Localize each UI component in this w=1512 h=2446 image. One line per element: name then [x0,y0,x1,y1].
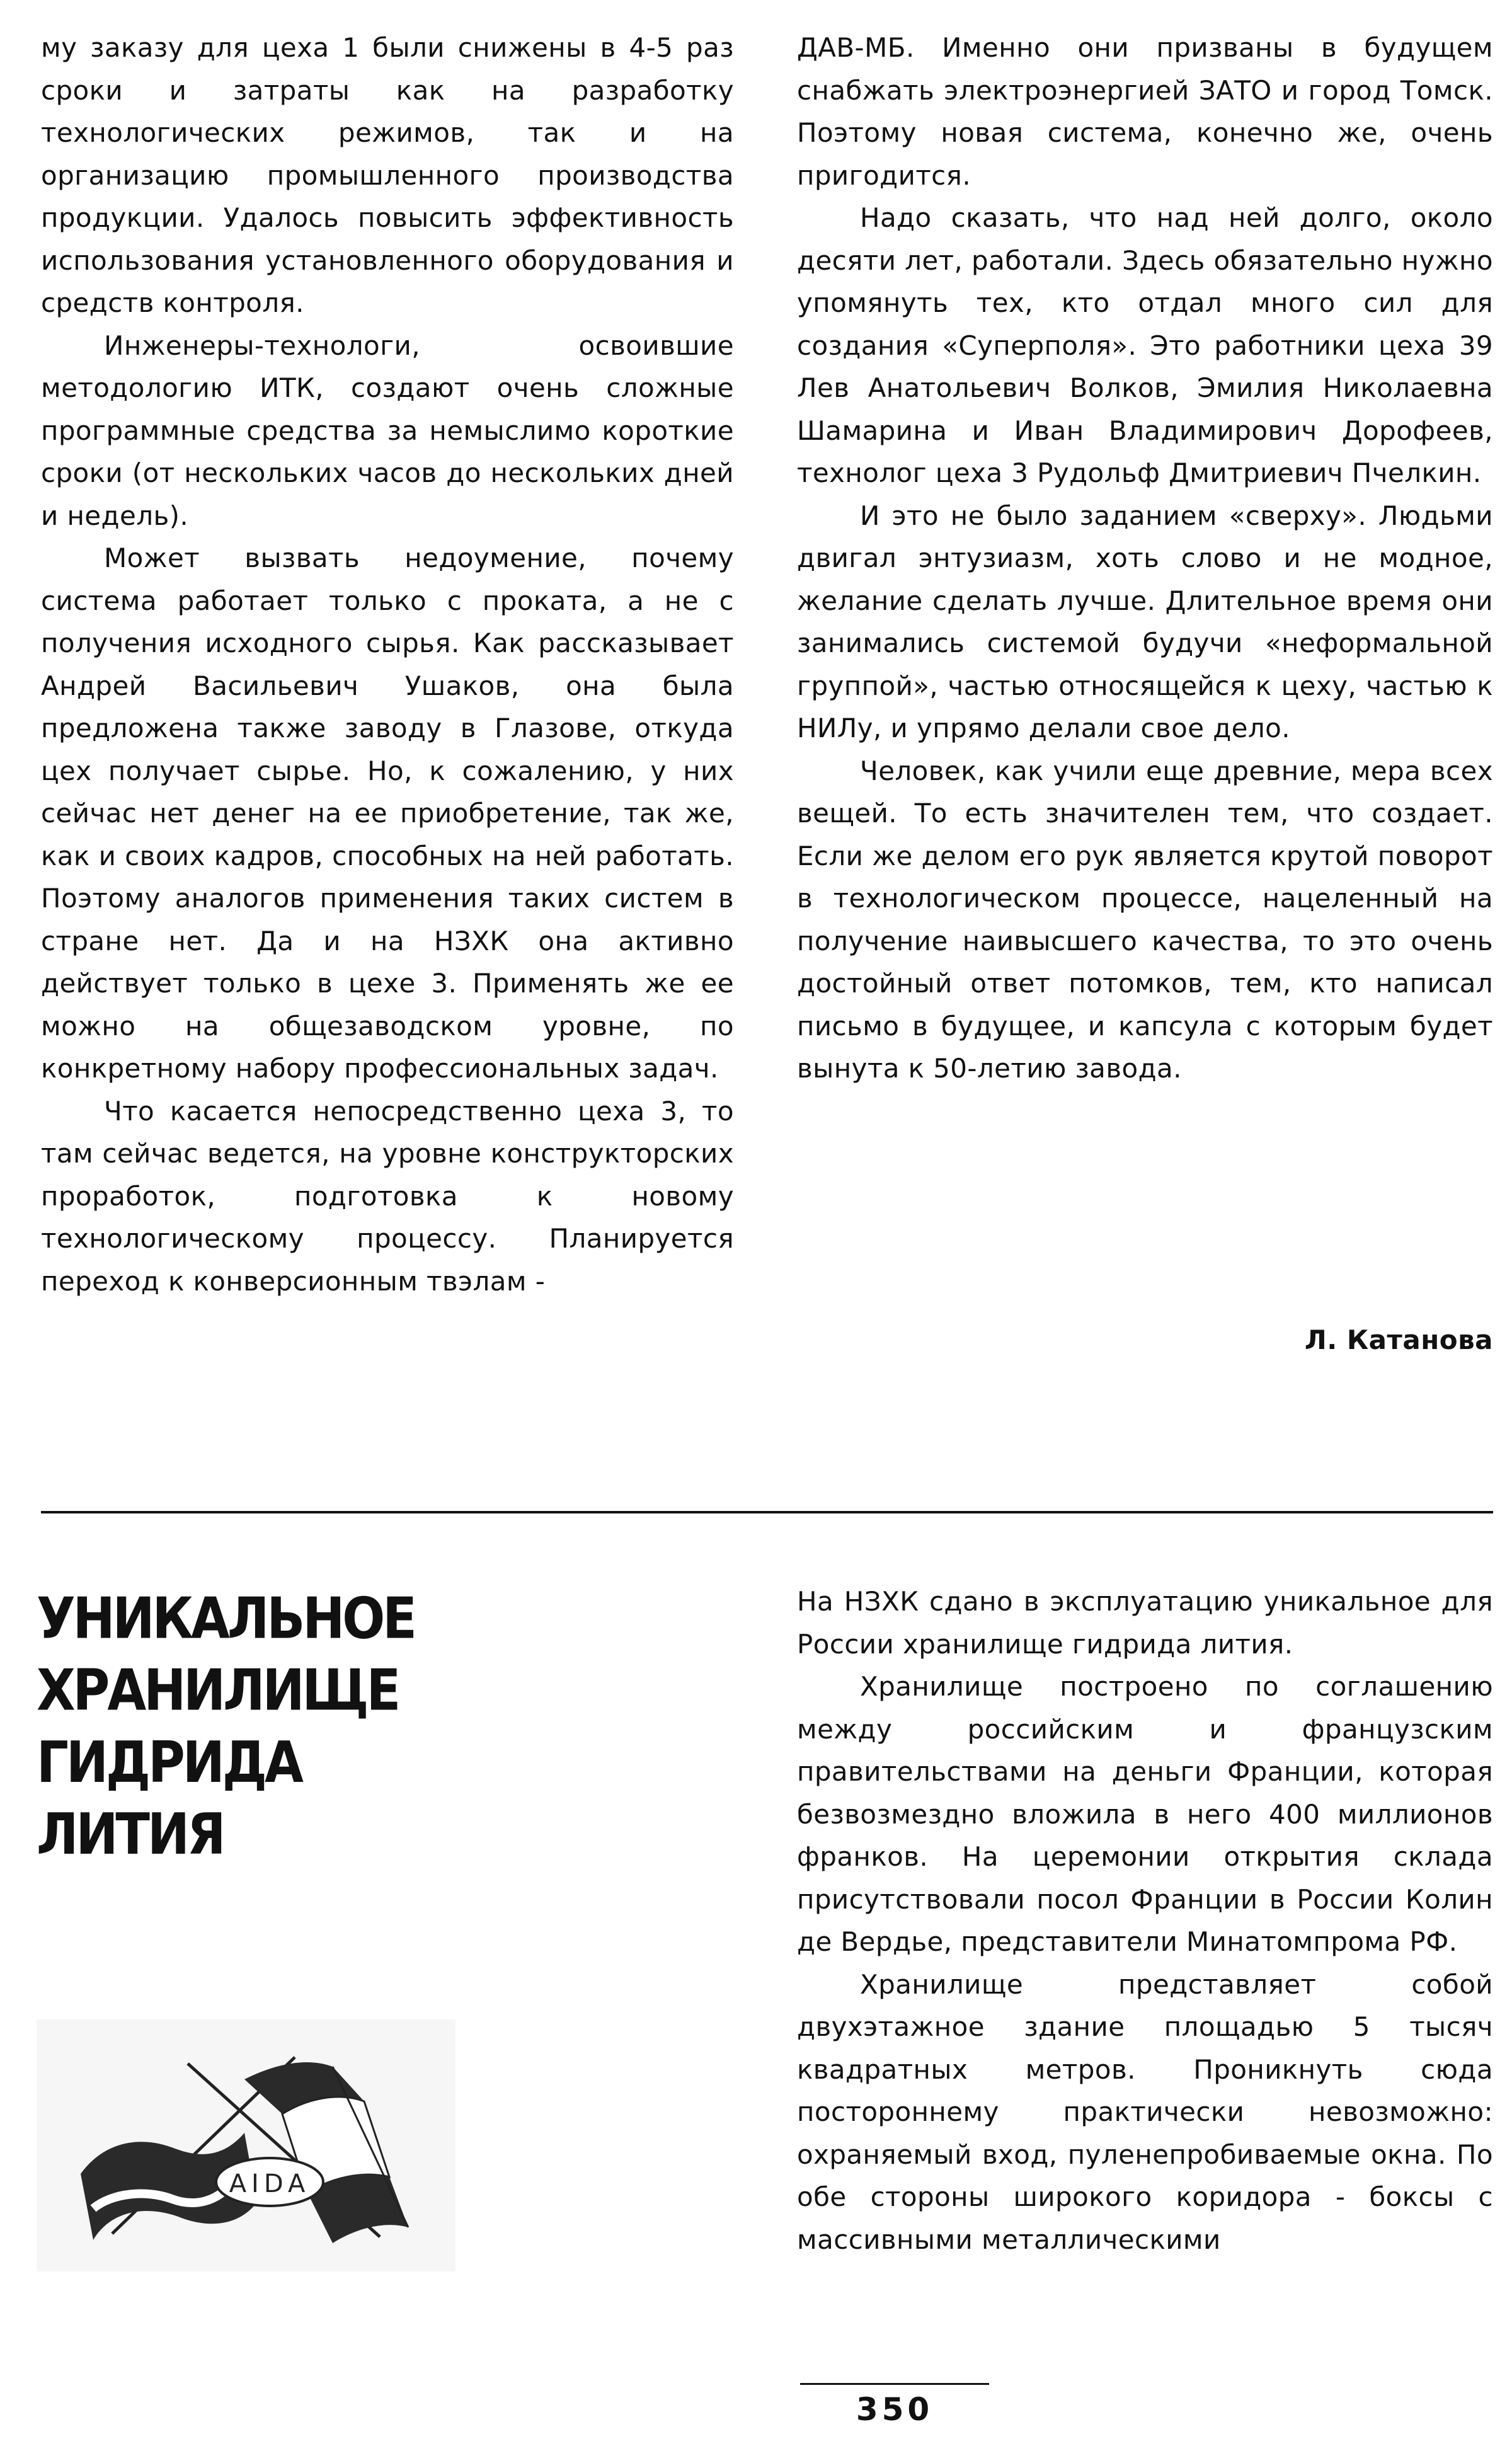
page-number-rule [800,2383,989,2385]
bottom-article-right-column [797,1580,1493,2261]
top-article-right-column [797,26,1493,1090]
paragraph: Инженеры-технологи, освоившие методологию ИТК, создают очень сложные программные средства за немыслимо короткие сроки (от нескольких часов до нескольких дней и недель). [41,330,734,531]
headline-line: ХРАНИЛИЩЕ [37,1657,399,1723]
paragraph: Хранилище представляет собой двухэтажное здание площадью 5 тысяч квадратных метров. Проникнуть сюда постороннему практически невозможно: охраняемый вход, пуленепробиваемые окна. По обе стороны широкого коридора - боксы с массивными металлическими [797,1968,1493,2255]
paragraph: На НЗХК сдано в эксплуатацию уникальное для России хранилище гидрида лития. [797,1586,1493,1660]
headline-line: УНИКАЛЬНОЕ [37,1585,415,1651]
paragraph: И это не было заданием «сверху». Людьми двигал энтузиазм, хоть слово и не модное, желание сделать лучше. Длительное время они занимались системой будучи «неформальной группой», частью относящейся к цеху, частью к НИЛу, и упрямо делали свое дело. [797,500,1493,744]
paragraph: Хранилище построено по соглашению между российским и французским правительствами на деньги Франции, которая безвозмездно вложила в него 400 миллионов франков. На церемонии открытия склада присутствовали посол Франции в России Колин де Вердье, представители Минатомпрома РФ. [797,1671,1493,1957]
crossed-flags-icon [37,2019,455,2271]
paragraph: ДАВ-МБ. Именно они призваны в будущем снабжать электроэнергией ЗАТО и город Томск. Поэтому новая система, конечно же, очень пригодится. [797,32,1493,191]
aida-flags-logo [37,2019,455,2271]
paragraph: Что касается непосредственно цеха 3, то там сейчас ведется, на уровне конструкторских проработок, подготовка к новому технологическому процессу. Планируется переход к конверсионным твэлам - [41,1095,734,1297]
article-headline [37,1583,604,1871]
paragraph: Может вызвать недоумение, почему система работает только с проката, а не с получения исходного сырья. Как рассказывает Андрей Васильевич Ушаков, она была предложена также заводу в Глазове, откуда цех получает сырье. Но, к сожалению, у них сейчас нет денег на ее приобретение, так же, как и своих кадров, способных на ней работать. Поэтому аналогов применения таких систем в стране нет. Да и на НЗХК она активно действует только в цехе 3. Применять же ее можно на общезаводском уровне, по конкретному набору профессиональных задач. [41,543,734,1084]
paragraph: Надо сказать, что над ней долго, около десяти лет, работали. Здесь обязательно нужно упомянуть тех, кто отдал много сил для создания «Суперполя». Это работники цеха 39 Лев Анатольевич Волков, Эмилия Николаевна Шамарина и Иван Владимирович Дорофеев, технолог цеха 3 Рудольф Дмитриевич Пчелкин. [797,202,1493,488]
page-number: 350 [856,2391,934,2428]
logo-label: AIDA [229,2169,311,2198]
headline-line: ЛИТИЯ [37,1801,224,1868]
author-signature: Л. Катанова [1304,1324,1493,1355]
headline-line: ГИДРИДА [37,1729,301,1796]
section-divider [41,1511,1493,1513]
paragraph: му заказу для цеха 1 были снижены в 4-5 раз сроки и затраты как на разработку технологических режимов, так и на организацию промышленного производства продукции. Удалось повысить эффективность использования установленного оборудования и средств контроля. [41,32,734,318]
paragraph: Человек, как учили еще древние, мера всех вещей. То есть значителен тем, что создает. Если же делом его рук является крутой поворот в технологическом процессе, нацеленный на получение наивысшего качества, то это очень достойный ответ потомков, тем, кто написал письмо в будущее, и капсула с которым будет вынута к 50-летию завода. [797,755,1493,1084]
top-article-left-column [41,26,734,1302]
